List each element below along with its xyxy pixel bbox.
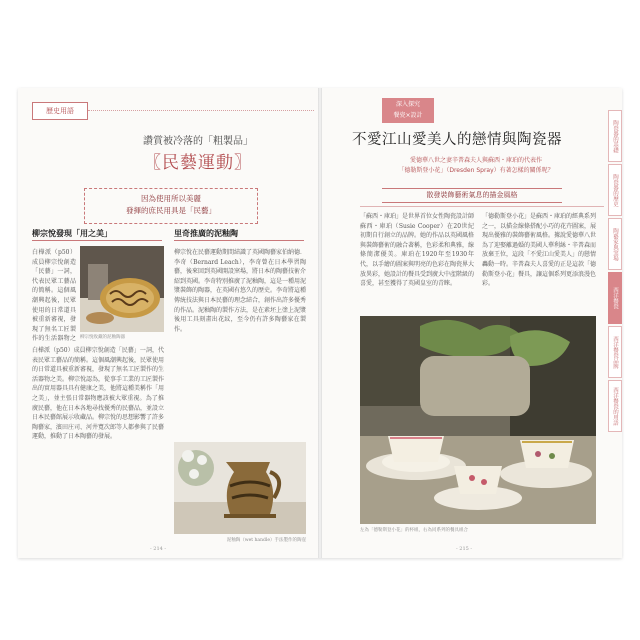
chapter-tab-1[interactable]: 陶瓷器的基礎 xyxy=(608,110,622,162)
photo-caption-2: 泥釉陶（wet handle）手法製作的陶壺 xyxy=(226,538,306,543)
sub-heading-2-rule xyxy=(174,240,304,241)
book-spread xyxy=(18,88,622,558)
sub-heading-1: 柳宗悅發現「用之美」 xyxy=(32,229,112,238)
right-col2-text: 「德勒斯登小花」是蘇西・庫珀的經典系列之一，以描金線條搭配小巧的花卉圖案，展現出優雅的裝飾藝術風格。據說愛德華八世為了迎娶離過婚的美國人華利絲・辛普森而放棄王位，這段「不愛江山愛美人」的戀情轟動一時。辛普森夫人喜愛的正是這款「德勒斯登小花」餐具，讓這個系列更添浪漫色彩。 xyxy=(482,213,596,288)
right-kicker-line-1: 深入探究 xyxy=(395,101,420,108)
left-col2-text: 柳宗悅在民藝運動期間結識了英國陶藝家伯納德．李奇（Bernard Leach），李奇曾在日本學習陶藝，後來回到英國開設窯場，將日本的陶藝技術介紹到英國。李奇特別推廣了泥釉陶，這是一種用泥漿裝飾的陶器，在英國有悠久的歷史。李奇將這種傳統技法與日本民藝的理念結合，創作出許多優秀的作品。泥釉陶的製作方法，是在素坯上塗上泥漿後用工具刻畫出花紋，至今仍有許多陶藝家在製作。 xyxy=(174,249,306,333)
chapter-tab-5[interactable]: 西洋餐瓷品牌 xyxy=(608,326,622,378)
section-divider xyxy=(88,110,314,111)
right-subtitle-line-2: 「德勒斯登小花」（Dresden Spray）有著怎樣的關係呢？ xyxy=(398,167,554,174)
right-page-title: 不愛江山愛美人的戀情與陶瓷器 xyxy=(352,132,562,148)
section-tab: 歷史用語 xyxy=(32,102,88,120)
left-col1-text-narrow: 白樺派（p50）成員柳宗悅創造「民藝」一詞，代表民眾工藝品的簡稱。這個風潮興起後，民眾使用的日常道具被重新審視，發現了無名工匠製作的生活器物之 xyxy=(32,249,76,343)
slipware-plate-photo xyxy=(80,246,164,332)
left-page-title: 〖民藝運動〗 xyxy=(144,153,252,173)
right-kicker-box xyxy=(382,98,434,123)
right-section-heading: 散發裝飾藝術氣息的描金風格 xyxy=(382,188,562,203)
left-page-number: - 214 - xyxy=(150,546,167,552)
left-col1-text: 白樺派（p50）成員柳宗悅創造「民藝」一詞，代表民眾工藝品的簡稱。這個風潮興起後，民眾使用的日常道具被重新審視，發現了無名工匠製作的生活器物之美。柳宗悅認為，從事手工業的工匠製作出的實用器具具有健康之美，他將這種美稱作「用之美」，並主張日常器物應該被大眾重視。為了推廣民藝，他在日本各地尋找優秀的民藝品，並設立日本民藝館展示收藏品。柳宗悅的思想影響了許多陶藝家，濱田庄司、河井寬次郎等人都參與了民藝運動，推動了日本陶藝的發展。 xyxy=(32,347,164,441)
chapter-tab-4[interactable]: 西洋餐瓷 xyxy=(608,272,622,324)
left-page xyxy=(18,88,318,558)
chapter-tabs xyxy=(608,110,622,434)
sub-heading-1-rule xyxy=(32,240,162,241)
right-divider xyxy=(360,206,604,207)
photo-caption-1: 柳宗悅收藏的泥釉陶器 xyxy=(80,335,125,340)
chapter-tab-2[interactable]: 陶瓷器的歷史 xyxy=(608,164,622,216)
callout-line-1: 因為使用所以美麗 xyxy=(141,194,201,203)
right-kicker-line-2: 餐瓷×設計 xyxy=(393,112,423,119)
chapter-tab-3[interactable]: 陶藝家與窯場 xyxy=(608,218,622,270)
callout-box xyxy=(84,188,258,224)
right-subtitle xyxy=(356,156,596,176)
teacups-photo xyxy=(360,316,596,524)
chapter-tab-6[interactable]: 西洋餐瓷的用語 xyxy=(608,380,622,432)
right-subtitle-line-1: 愛德華八世之妻辛普森夫人與蘇西・庫珀的代表作 xyxy=(409,157,542,164)
callout-line-2: 發揮的庶民用具是「民藝」 xyxy=(126,206,216,215)
jug-photo xyxy=(174,442,306,534)
sub-heading-2: 里奇推廣的泥釉陶 xyxy=(174,229,238,238)
right-col1-text: 「蘇西・庫珀」是世界首位女性陶瓷設計師蘇西・庫珀（Susie Cooper）在20世紀初期自行創立的品牌。她的作品以英國風格與裝飾藝術的融合著稱，色彩柔和典雅，線條簡潔優美。庫珀在1920年至1930年代，以手繪的圖案與明亮的色彩在陶瓷界大放異彩，她設計的餐具受到廣大中產階級的喜愛，甚至獲得了英國皇室的青睞。 xyxy=(360,213,474,288)
right-page-number: - 215 - xyxy=(456,546,473,552)
right-photo-caption: 左為「德勒斯登小花」的杯組，右為同系列的餐具組合 xyxy=(360,528,468,533)
left-kicker: 讚賞被冷落的「粗製品」 xyxy=(143,136,253,147)
right-page xyxy=(322,88,622,558)
